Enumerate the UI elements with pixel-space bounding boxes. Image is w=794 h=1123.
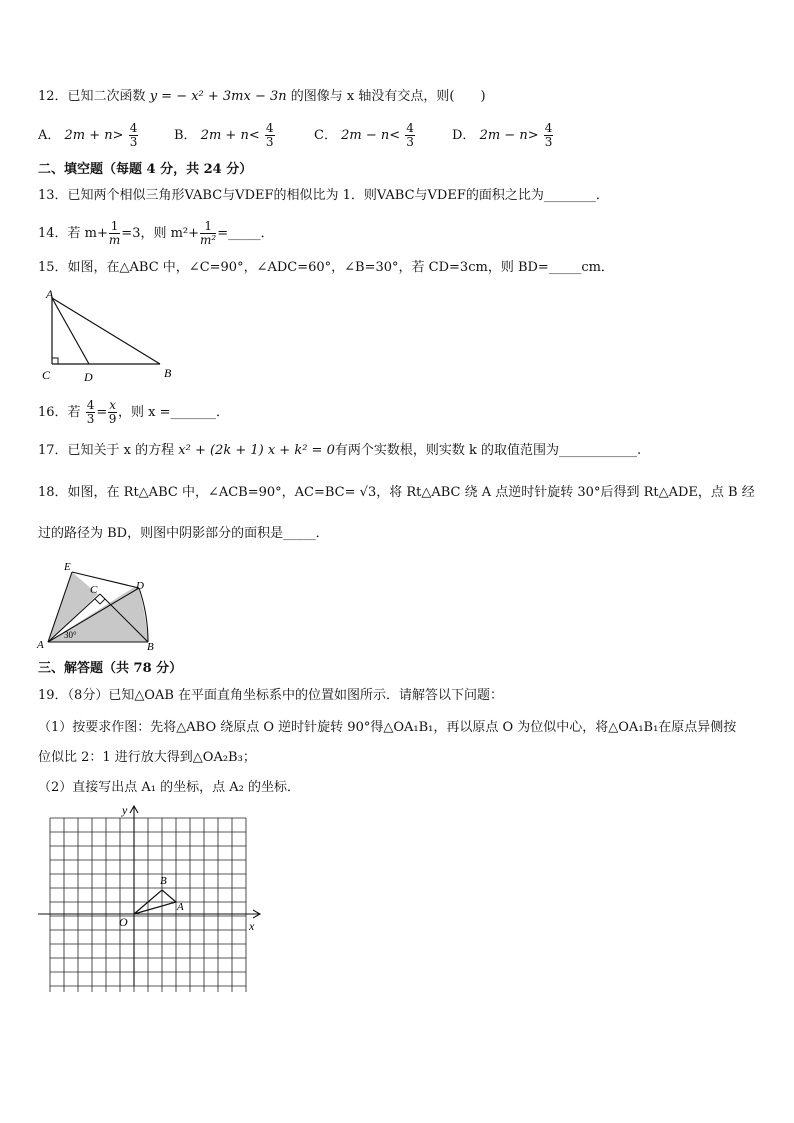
q19-line-2: （1）按要求作图：先将△ABO 绕原点 O 逆时针旋转 90°得△OA₁B₁，再以原点 O 为位似中心，将△OA₁B₁在原点异侧按	[38, 720, 737, 735]
option-letter: A．	[38, 128, 61, 143]
q14-fraction-2	[200, 220, 216, 247]
label-a: A	[177, 901, 184, 913]
q14-pre: 14．若 m+	[38, 226, 108, 241]
label-a: A	[46, 288, 54, 301]
q16-pre: 16．若	[38, 405, 81, 420]
q18-line-2: 过的路径为 BD，则图中阴影部分的面积是_____．	[38, 526, 329, 541]
q12-formula: y = − x² + 3mx − 3n	[149, 89, 287, 104]
option-expr: 2m − n>	[479, 128, 539, 143]
q18-line-1: 18．如图，在 Rt△ABC 中，∠ACB=90°，AC=BC= √3，将 Rt△ABC 绕 A 点逆时针旋转 30°后得到 Rt△ADE，点 B 经	[38, 485, 755, 500]
q12-option-a	[38, 122, 139, 149]
fraction-numerator: 1	[110, 219, 119, 233]
option-fraction	[129, 122, 139, 149]
grid-lines	[50, 818, 246, 992]
fraction-denominator: m²	[200, 233, 217, 247]
segment-ab	[52, 298, 160, 364]
fraction-denominator: 3	[86, 412, 95, 426]
label-o: O	[119, 915, 128, 929]
fraction-numerator: 4	[544, 121, 553, 135]
fraction-denominator: 9	[108, 412, 117, 426]
segment-ad	[52, 298, 89, 364]
label-b: B	[147, 641, 154, 653]
option-letter: C．	[314, 128, 337, 143]
q15-text: 15．如图，在△ABC 中，∠C=90°，∠ADC=60°，∠B=30°，若 CD=3cm，则 BD=_____cm．	[38, 260, 614, 275]
q14-post: =_____．	[217, 226, 274, 241]
q19-line-3: 位似比 2：1 进行放大得到△OA₂B₃；	[38, 750, 256, 765]
label-x: x	[249, 919, 255, 933]
label-d: D	[136, 580, 144, 592]
label-c: C	[90, 584, 98, 596]
q13-text: 13．已知两个相似三角形VABC与VDEF的相似比为 1．则VABC与VDEF的面积之比为________．	[38, 188, 609, 203]
figure-18	[34, 558, 164, 654]
q12-option-d	[452, 122, 554, 149]
option-letter: D．	[452, 128, 476, 143]
q16-fraction-2	[108, 399, 117, 426]
q12-option-b	[174, 122, 276, 149]
q17-text	[38, 442, 641, 460]
q16-fraction-1	[86, 399, 96, 426]
figure-15	[36, 288, 186, 384]
q19-line-4: （2）直接写出点 A₁ 的坐标，点 A₂ 的坐标．	[38, 780, 300, 795]
fraction-numerator: 4	[406, 121, 414, 135]
q12-suffix: 的图像与 x 轴没有交点，则( )	[290, 89, 486, 104]
angle-label-30: 30°	[64, 630, 77, 640]
label-b: B	[160, 875, 167, 887]
label-a: A	[37, 639, 44, 651]
fraction-numerator: x	[109, 398, 117, 412]
option-fraction	[265, 122, 275, 149]
option-expr: 2m + n>	[64, 128, 124, 143]
section-3-title: 三、解答题（共 78 分）	[38, 661, 183, 676]
fraction-denominator: 3	[544, 135, 553, 149]
label-y: y	[122, 803, 128, 817]
fraction-numerator: 4	[86, 398, 95, 412]
label-b: B	[164, 366, 172, 380]
label-e: E	[64, 561, 71, 573]
q17-formula: x² + (2k + 1) x + k² = 0	[178, 443, 335, 458]
option-fraction	[405, 122, 415, 149]
right-angle-mark	[52, 358, 58, 364]
section-2-title: 二、填空题（每题 4 分，共 24 分）	[38, 162, 253, 177]
option-expr: 2m − n<	[341, 128, 401, 143]
q12-option-c	[314, 122, 416, 149]
q17-post: 有两个实数根，则实数 k 的取值范围为____________.	[334, 443, 642, 458]
option-expr: 2m + n<	[200, 128, 260, 143]
fraction-numerator: 4	[265, 121, 274, 135]
option-fraction	[544, 122, 554, 149]
fraction-denominator: 3	[265, 135, 274, 149]
label-c: C	[42, 368, 51, 382]
q16-eq: =	[96, 405, 108, 420]
label-d: D	[84, 370, 93, 384]
q14-fraction-1	[109, 220, 120, 247]
q14-mid: =3，则 m²+	[121, 226, 200, 241]
q19-line-1: 19．（8分）已知△OAB 在平面直角坐标系中的位置如图所示．请解答以下问题：	[38, 688, 504, 703]
q14-text	[38, 220, 274, 247]
fraction-numerator: 4	[129, 121, 138, 135]
fraction-numerator: 1	[200, 220, 216, 234]
q12-prefix: 12．已知二次函数	[38, 89, 146, 104]
option-letter: B．	[174, 128, 197, 143]
fraction-denominator: m	[108, 233, 121, 247]
fraction-denominator: 3	[129, 135, 138, 149]
q12-stem	[38, 88, 486, 106]
q16-post: ，则 x =_______．	[118, 405, 230, 420]
figure-19-grid	[34, 802, 266, 992]
fraction-denominator: 3	[406, 135, 414, 149]
q16-text	[38, 399, 229, 426]
q17-pre: 17．已知关于 x 的方程	[38, 443, 175, 458]
